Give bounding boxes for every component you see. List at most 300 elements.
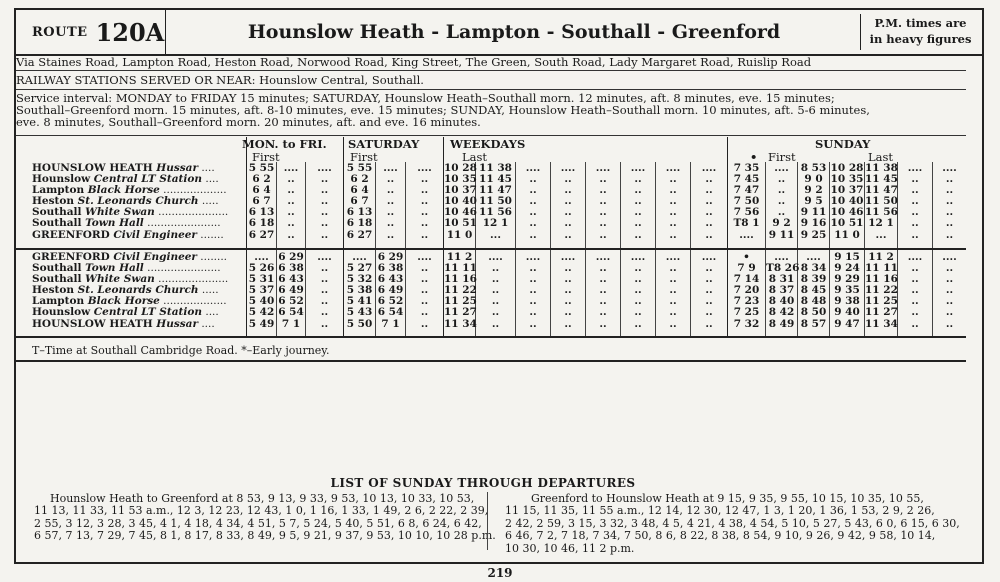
- via-line: Via Staines Road, Lampton Road, Heston Road, Norwood Road, King Street, The Green, South Road, Lady Margaret Road, Ruislip Road: [16, 55, 812, 69]
- time-cell: 7 32: [733, 317, 760, 330]
- page-number: 219: [487, 566, 513, 580]
- time-cell: 6 54: [377, 306, 404, 319]
- time-cell: 5 50: [346, 317, 373, 330]
- time-cell: 11 0: [446, 228, 473, 241]
- time-cell: ..: [287, 173, 295, 186]
- time-cell: ..: [529, 284, 537, 297]
- time-cell: 10 40: [830, 195, 864, 208]
- time-cell: ..: [669, 173, 677, 186]
- time-cell: 10 51: [830, 217, 864, 230]
- time-cell: 9 29: [834, 273, 860, 286]
- time-cell: ..: [564, 284, 572, 297]
- time-column: [344, 163, 375, 241]
- time-cell: T8 1: [733, 217, 760, 230]
- stop-leader: ........: [196, 251, 228, 263]
- time-cell: ..: [564, 184, 572, 197]
- time-cell: ..: [529, 262, 537, 275]
- time-cell: ..: [669, 262, 677, 275]
- time-cell: ..: [420, 184, 429, 197]
- time-cell: 10 51: [444, 217, 477, 230]
- time-cell: ..: [564, 228, 572, 241]
- through-right-line: 11 15, 11 35, 11 55 a.m., 12 14, 12 30, 12 47, 1 3, 1 20, 1 36, 1 53, 2 9, 2 26,: [505, 504, 935, 518]
- through-right-line: 6 46, 7 2, 7 18, 7 34, 7 50, 8 6, 8 22, 8 38, 8 54, 9 10, 9 26, 9 42, 9 58, 10 14,: [505, 529, 936, 543]
- time-cell: ....: [417, 162, 432, 174]
- time-cell: ..: [669, 217, 677, 230]
- time-cell: 11 16: [444, 273, 477, 286]
- time-cell: ....: [701, 162, 717, 174]
- stop-leader: .....................: [154, 273, 229, 286]
- time-cell: ....: [488, 251, 503, 263]
- time-cell: 5 32: [346, 273, 373, 286]
- stop-leader: .......: [196, 228, 224, 241]
- stop-place: Civil Engineer: [113, 251, 197, 263]
- time-cell: 6 29: [278, 251, 304, 263]
- time-cell: ..: [599, 284, 607, 297]
- time-cell: 5 27: [346, 262, 373, 275]
- time-cell: 7 45: [733, 173, 760, 186]
- header-monfri: MON. to FRI.: [242, 137, 327, 151]
- time-cell: 9 2: [772, 217, 791, 230]
- time-cell: ..: [669, 306, 677, 319]
- time-cell: 8 42: [768, 306, 795, 319]
- time-cell: ..: [945, 273, 954, 286]
- time-column: [766, 251, 800, 330]
- time-cell: ..: [599, 295, 607, 308]
- time-cell: ..: [599, 217, 607, 230]
- stop-name: Southall: [32, 273, 86, 286]
- time-cell: ..: [634, 284, 642, 297]
- time-cell: ..: [945, 228, 954, 241]
- stop-name: Lampton: [32, 295, 88, 308]
- time-cell: 6 7: [350, 195, 369, 208]
- time-cell: 11 22: [865, 284, 898, 297]
- stop-place: Black Horse: [87, 295, 160, 308]
- time-cell: 9 24: [834, 262, 860, 275]
- time-cell: ....: [560, 162, 576, 174]
- time-cell: ..: [420, 195, 429, 208]
- time-cell: 5 26: [248, 262, 275, 275]
- time-cell: 6 43: [377, 273, 404, 286]
- time-cell: ..: [529, 228, 537, 241]
- time-cell: 7 47: [733, 184, 760, 197]
- outbound-stop-list: [32, 163, 228, 241]
- time-cell: 9 11: [768, 228, 795, 241]
- time-cell: ..: [911, 228, 919, 241]
- time-cell: ..: [320, 284, 329, 297]
- time-cell: ..: [564, 306, 572, 319]
- time-cell: 6 13: [248, 206, 275, 219]
- through-left-line: 6 57, 7 13, 7 29, 7 45, 8 1, 8 17, 8 33, 8 49, 9 5, 9 21, 9 37, 9 53, 10 10, 10 28 p.m.: [34, 529, 496, 543]
- header-sunday-first: First: [768, 150, 796, 164]
- time-cell: ....: [317, 251, 332, 263]
- time-cell: 8 39: [800, 273, 827, 286]
- time-cell: ..: [634, 306, 642, 319]
- time-cell: 11 25: [444, 295, 477, 308]
- time-cell: 8 40: [768, 295, 795, 308]
- divider: [16, 135, 966, 136]
- time-cell: 10 28: [830, 162, 864, 174]
- time-cell: ..: [386, 206, 395, 219]
- time-cell: 7 23: [733, 295, 760, 308]
- pm-note-line-1: P.M. times are: [874, 16, 967, 30]
- header-saturday-first: First: [350, 150, 378, 164]
- time-column: [406, 252, 443, 330]
- time-cell: ..: [945, 284, 954, 297]
- time-cell: ..: [945, 262, 954, 275]
- time-cell: 6 2: [252, 173, 271, 186]
- time-cell: ..: [287, 228, 295, 241]
- time-column: [728, 252, 765, 330]
- time-column: [933, 163, 966, 241]
- time-cell: ....: [595, 251, 611, 263]
- stop-name: Heston: [32, 195, 78, 208]
- time-column: [691, 252, 727, 330]
- time-cell: ..: [911, 217, 919, 230]
- sunday-through-title: LIST OF SUNDAY THROUGH DEPARTURES: [330, 476, 636, 490]
- time-cell: ..: [911, 173, 919, 186]
- time-column: [516, 252, 550, 330]
- time-cell: ....: [525, 251, 541, 263]
- time-cell: 8 34: [800, 262, 827, 275]
- through-left-line: 11 13, 11 33, 11 53 a.m., 12 3, 12 23, 12 43, 1 0, 1 16, 1 33, 1 49, 2 6, 2 22, 2 39,: [34, 504, 489, 518]
- time-cell: ..: [911, 195, 919, 208]
- time-cell: ..: [564, 317, 572, 330]
- time-cell: ....: [739, 228, 754, 241]
- time-cell: ..: [634, 206, 642, 219]
- time-cell: ..: [669, 228, 677, 241]
- time-cell: 11 2: [446, 251, 473, 263]
- time-cell: ..: [634, 317, 642, 330]
- through-divider: [487, 492, 488, 550]
- time-cell: 11 11: [865, 262, 898, 275]
- time-cell: 11 34: [865, 317, 898, 330]
- time-cell: ..: [705, 195, 713, 208]
- time-cell: 6 4: [350, 184, 369, 197]
- time-cell: ..: [911, 273, 919, 286]
- time-column: [830, 163, 864, 241]
- time-cell: ..: [705, 184, 713, 197]
- time-cell: ..: [705, 262, 713, 275]
- time-cell: ....: [907, 251, 923, 263]
- time-cell: 11 47: [865, 184, 898, 197]
- time-cell: 7 14: [733, 273, 760, 286]
- time-cell: ..: [669, 295, 677, 308]
- time-cell: 11 50: [479, 195, 512, 208]
- time-cell: ..: [945, 317, 954, 330]
- time-cell: ..: [705, 228, 713, 241]
- time-cell: 6 2: [350, 173, 369, 186]
- time-cell: ..: [420, 173, 429, 186]
- stop-leader: ...................: [159, 184, 227, 197]
- time-cell: ..: [705, 217, 713, 230]
- time-cell: 9 25: [800, 228, 827, 241]
- time-cell: 9 2: [804, 184, 823, 197]
- time-cell: ..: [945, 295, 954, 308]
- sunday-through-right: [505, 493, 960, 555]
- time-cell: 11 2: [868, 251, 894, 263]
- time-cell: ..: [599, 273, 607, 286]
- time-cell: 10 37: [444, 184, 477, 197]
- time-cell: ..: [911, 284, 919, 297]
- time-cell: ..: [420, 295, 429, 308]
- time-cell: ..: [564, 195, 572, 208]
- time-cell: 6 18: [346, 217, 373, 230]
- time-cell: ..: [420, 273, 429, 286]
- time-cell: 5 55: [248, 162, 275, 174]
- stop-place: Town Hall: [85, 262, 144, 275]
- time-cell: 11 0: [834, 228, 860, 241]
- time-cell: ....: [525, 162, 541, 174]
- route-box: [16, 10, 166, 54]
- time-cell: ..: [420, 262, 429, 275]
- time-cell: ..: [705, 306, 713, 319]
- time-cell: ..: [705, 206, 713, 219]
- time-cell: 9 11: [800, 206, 827, 219]
- time-cell: ..: [911, 306, 919, 319]
- time-cell: ....: [806, 251, 821, 263]
- pm-note: [860, 14, 980, 50]
- time-cell: ..: [599, 206, 607, 219]
- time-cell: ..: [529, 317, 537, 330]
- time-cell: ..: [705, 273, 713, 286]
- time-cell: 7 35: [733, 162, 760, 174]
- time-cell: 5 41: [346, 295, 373, 308]
- time-column: [516, 163, 550, 241]
- time-cell: ..: [564, 273, 572, 286]
- time-cell: ..: [529, 273, 537, 286]
- time-cell: 10 28: [444, 162, 477, 174]
- time-cell: 9 40: [834, 306, 860, 319]
- time-cell: 11 45: [479, 173, 512, 186]
- time-cell: ..: [634, 295, 642, 308]
- time-cell: 6 49: [377, 284, 404, 297]
- time-cell: 11 45: [865, 173, 898, 186]
- divider: [16, 70, 966, 71]
- stop-leader: ....: [202, 306, 219, 319]
- time-cell: 11 25: [865, 295, 898, 308]
- time-column: [586, 252, 620, 330]
- time-cell: ..: [634, 184, 642, 197]
- time-column: [656, 252, 690, 330]
- stop-name: Southall: [32, 262, 86, 275]
- time-cell: ..: [491, 273, 500, 286]
- time-cell: 12 1: [868, 217, 894, 230]
- time-column: [898, 252, 932, 330]
- time-column: [376, 252, 405, 330]
- time-cell: ..: [669, 273, 677, 286]
- service-line-3: eve. 8 minutes, Southall–Greenford morn. 20 minutes, aft. and eve. 16 minutes.: [16, 115, 481, 129]
- time-cell: 6 27: [248, 228, 275, 241]
- time-cell: 6 27: [346, 228, 373, 241]
- time-cell: 9 35: [834, 284, 860, 297]
- time-cell: ..: [945, 173, 954, 186]
- stop-place: Hussar: [156, 162, 198, 174]
- time-column: [476, 252, 515, 330]
- footnote: T–Time at Southall Cambridge Road. *–Early journey.: [32, 344, 330, 357]
- time-cell: ..: [420, 284, 429, 297]
- time-cell: ....: [317, 162, 332, 174]
- stop-leader: ......................: [143, 262, 221, 275]
- time-cell: ..: [599, 228, 607, 241]
- time-cell: ..: [491, 317, 500, 330]
- time-cell: ..: [634, 228, 642, 241]
- time-cell: ..: [564, 217, 572, 230]
- pm-note-line-2: in heavy figures: [869, 32, 972, 46]
- time-column: [798, 163, 829, 241]
- header-weekdays: WEEKDAYS: [450, 137, 526, 151]
- time-cell: 5 31: [248, 273, 275, 286]
- time-cell: ..: [564, 206, 572, 219]
- time-cell: 6 4: [252, 184, 271, 197]
- time-column: [247, 163, 276, 241]
- time-cell: T8 26: [766, 262, 800, 275]
- time-column: [277, 252, 305, 330]
- time-cell: ..: [491, 306, 500, 319]
- time-cell: ..: [529, 306, 537, 319]
- time-cell: ..: [634, 173, 642, 186]
- time-column: [621, 163, 655, 241]
- time-cell: ....: [942, 162, 957, 174]
- time-cell: ..: [705, 317, 713, 330]
- time-column: [444, 252, 475, 330]
- time-cell: ..: [634, 217, 642, 230]
- time-cell: 7 20: [733, 284, 760, 297]
- time-cell: ..: [564, 295, 572, 308]
- time-column: [551, 163, 585, 241]
- time-cell: 11 11: [444, 262, 477, 275]
- time-cell: 12 1: [482, 217, 509, 230]
- time-cell: ..: [320, 184, 329, 197]
- time-cell: ..: [386, 228, 395, 241]
- time-cell: ..: [529, 184, 537, 197]
- time-cell: 11 56: [865, 206, 898, 219]
- time-cell: 11 27: [865, 306, 898, 319]
- time-cell: ...: [875, 228, 887, 241]
- time-cell: ..: [911, 262, 919, 275]
- time-cell: ..: [945, 306, 954, 319]
- time-cell: ..: [420, 228, 429, 241]
- time-column: [476, 163, 515, 241]
- time-cell: ..: [911, 295, 919, 308]
- time-cell: ..: [287, 206, 295, 219]
- stop-place: St. Leonards Church: [77, 195, 199, 208]
- time-cell: ....: [665, 251, 681, 263]
- time-column: [691, 163, 727, 241]
- time-cell: ..: [320, 217, 329, 230]
- time-cell: 5 49: [248, 317, 275, 330]
- time-cell: 5 55: [346, 162, 373, 174]
- route-label: ROUTE: [32, 24, 88, 40]
- time-cell: 11 56: [479, 206, 512, 219]
- stop-name: GREENFORD: [32, 251, 114, 263]
- time-cell: ..: [669, 195, 677, 208]
- route-number: 120A: [95, 17, 165, 47]
- time-cell: 7 25: [733, 306, 760, 319]
- time-cell: ..: [945, 217, 954, 230]
- time-cell: ..: [529, 206, 537, 219]
- stop-leader: ....: [198, 317, 215, 330]
- time-cell: ...: [490, 228, 501, 241]
- time-column: [898, 163, 932, 241]
- time-cell: 11 47: [479, 184, 512, 197]
- time-cell: 11 34: [444, 317, 477, 330]
- time-cell: 11 38: [865, 162, 898, 174]
- time-column: [406, 163, 443, 241]
- stop-name: Southall: [32, 217, 86, 230]
- time-cell: ..: [669, 317, 677, 330]
- time-cell: 11 16: [865, 273, 898, 286]
- stop-place: Civil Engineer: [113, 228, 197, 241]
- time-cell: 11 50: [865, 195, 898, 208]
- stop-row: [32, 319, 228, 330]
- time-column: [798, 252, 829, 330]
- time-cell: ..: [777, 184, 786, 197]
- time-cell: ..: [599, 317, 607, 330]
- time-cell: ..: [911, 184, 919, 197]
- time-cell: 6 52: [377, 295, 404, 308]
- divider: [16, 248, 966, 250]
- time-cell: ....: [560, 251, 576, 263]
- time-cell: ..: [529, 295, 537, 308]
- time-cell: ..: [705, 173, 713, 186]
- time-cell: ..: [945, 195, 954, 208]
- time-cell: ..: [287, 217, 295, 230]
- time-cell: ..: [599, 173, 607, 186]
- stop-place: White Swan: [85, 273, 155, 286]
- time-cell: ....: [630, 251, 646, 263]
- stop-leader: .....: [198, 195, 219, 208]
- time-cell: ..: [634, 195, 642, 208]
- time-cell: •: [743, 251, 750, 263]
- stop-row: [32, 230, 228, 241]
- time-column: [933, 252, 966, 330]
- time-cell: 5 40: [248, 295, 275, 308]
- time-column: [444, 163, 475, 241]
- stop-leader: ....: [202, 173, 219, 186]
- time-cell: ..: [420, 217, 429, 230]
- header-weekdays-last: Last: [462, 150, 488, 164]
- stop-place: Central LT Station: [93, 173, 203, 186]
- time-cell: ..: [911, 206, 919, 219]
- time-cell: 5 42: [248, 306, 275, 319]
- time-column: [728, 163, 765, 241]
- time-column: [766, 163, 797, 241]
- time-cell: 9 16: [800, 217, 827, 230]
- stop-name: HOUNSLOW HEATH: [32, 317, 157, 330]
- time-column: [621, 252, 655, 330]
- time-cell: ..: [491, 284, 500, 297]
- time-cell: 8 53: [800, 162, 827, 174]
- time-cell: ..: [320, 317, 329, 330]
- stop-name: Hounslow: [32, 173, 94, 186]
- time-cell: ..: [491, 262, 500, 275]
- time-column: [247, 252, 276, 330]
- time-cell: ..: [529, 173, 537, 186]
- time-column: [586, 163, 620, 241]
- time-cell: 6 49: [278, 284, 304, 297]
- time-cell: ..: [945, 206, 954, 219]
- time-cell: 9 38: [834, 295, 860, 308]
- sunday-through-left: [34, 493, 496, 543]
- time-cell: ....: [665, 162, 681, 174]
- time-cell: 10 35: [830, 173, 864, 186]
- time-cell: ....: [417, 251, 432, 263]
- stop-place: St. Leonards Church: [77, 284, 199, 297]
- time-cell: 6 54: [278, 306, 304, 319]
- time-cell: 6 38: [377, 262, 404, 275]
- time-cell: 7 1: [281, 317, 301, 330]
- time-cell: 8 45: [800, 284, 827, 297]
